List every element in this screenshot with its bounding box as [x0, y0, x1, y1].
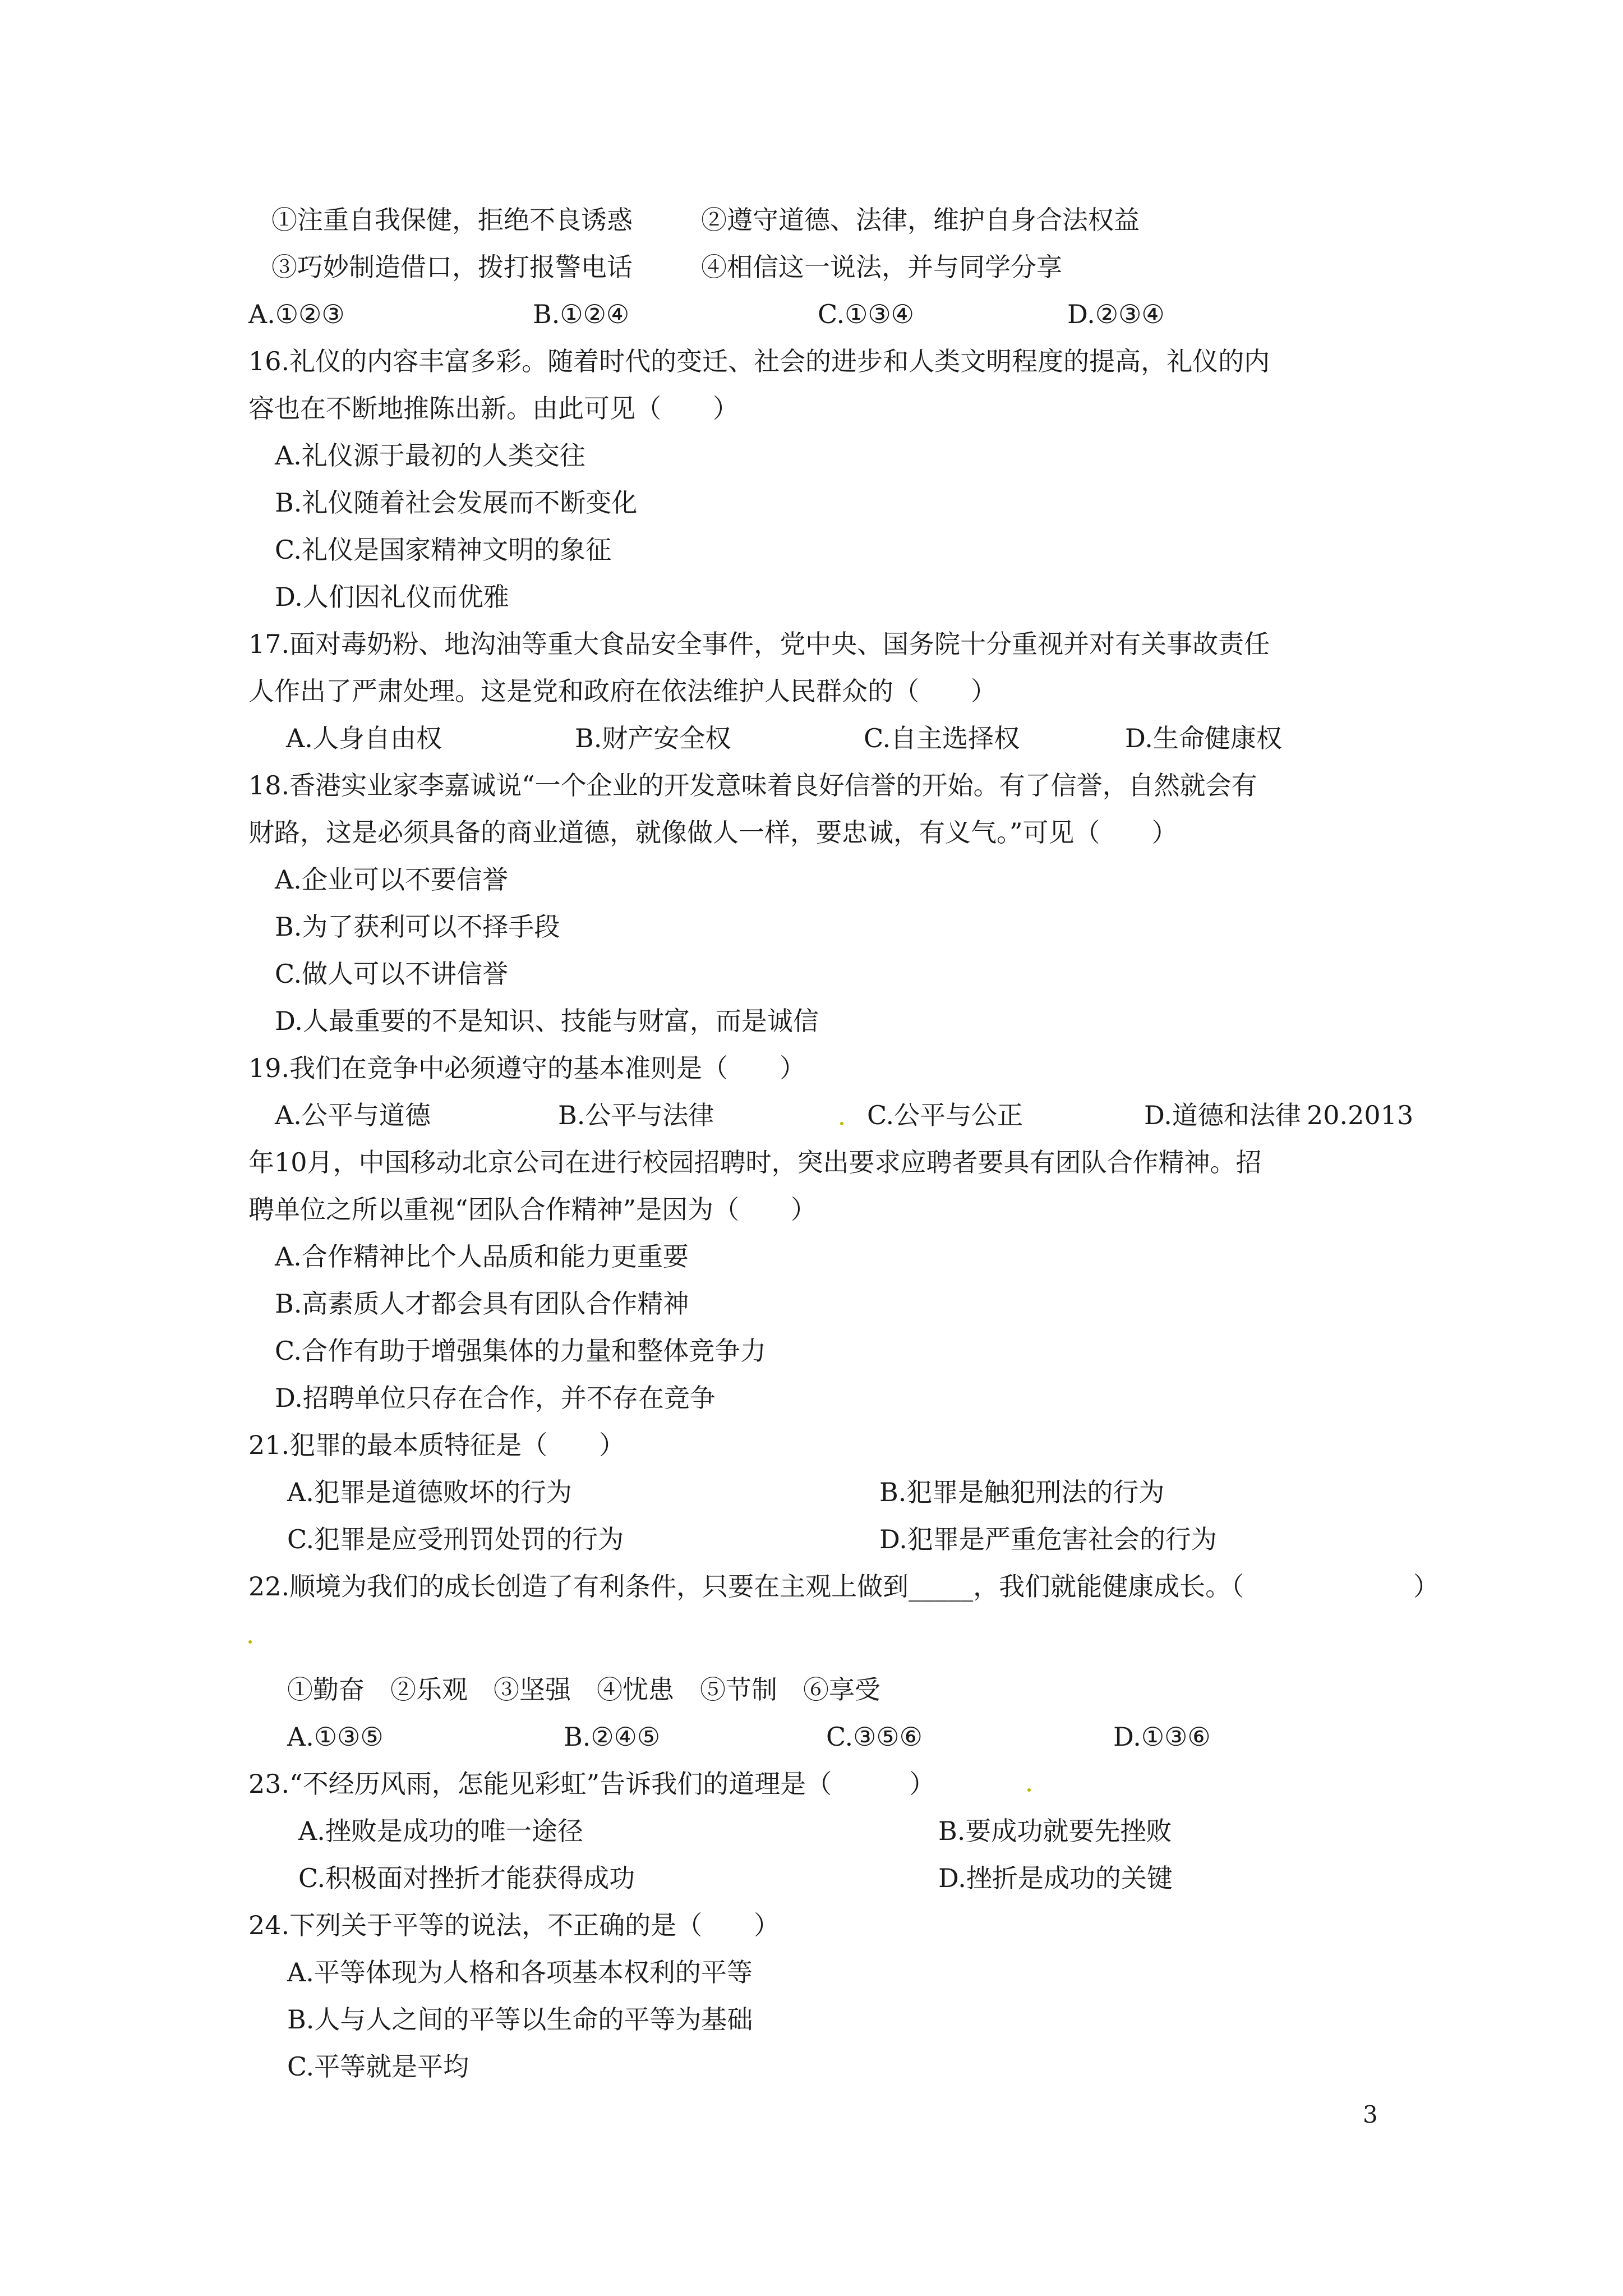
- q15-option-1: ①注重自我保健，拒绝不良诱惑: [271, 205, 633, 235]
- q21-options-row-1: [0, 1469, 1623, 1516]
- q18-option-b-text: B.为了获利可以不择手段: [275, 912, 560, 942]
- q15-option-2: ②遵守道德、法律，维护自身合法权益: [701, 205, 1140, 235]
- q16-option-c-text: C.礼仪是国家精神文明的象征: [275, 535, 612, 565]
- q20-stem-line-1: [0, 1139, 1623, 1186]
- q20-option-b: [0, 1280, 1623, 1327]
- q16-stem-line-1: [0, 338, 1623, 385]
- q18-stem-line-2: [0, 809, 1623, 856]
- q20-number: 20.2013: [1307, 1100, 1414, 1130]
- q16-option-d: [0, 573, 1623, 620]
- q22-option-c: C.③⑤⑥: [826, 1722, 923, 1752]
- page-number: 3: [1363, 2101, 1378, 2128]
- q16-stem-1: 16.礼仪的内容丰富多彩。随着时代的变迁、社会的进步和人类文明程度的提高，礼仪的内: [248, 346, 1270, 376]
- q18-option-c: [0, 950, 1623, 997]
- q15-choice-d: D.②③④: [1067, 299, 1165, 329]
- q23-stem: 23.“不经历风雨，怎能见彩虹”告诉我们的道理是（ ）: [248, 1769, 935, 1799]
- q23-stem-line: [0, 1760, 1623, 1807]
- q18-option-c-text: C.做人可以不讲信誉: [275, 959, 509, 989]
- q24-option-b: [0, 1996, 1623, 2043]
- q17-stem-line-1: [0, 620, 1623, 668]
- q24-stem-line: [0, 1902, 1623, 1949]
- q17-stem-line-2: [0, 668, 1623, 715]
- q16-option-a: [0, 432, 1623, 479]
- q21-option-c: C.犯罪是应受刑罚处罚的行为: [287, 1524, 624, 1554]
- q21-stem-line: [0, 1421, 1623, 1469]
- q16-option-b: [0, 479, 1623, 526]
- q15-options-row-2: [0, 243, 1623, 291]
- q24-option-b-text: B.人与人之间的平等以生命的平等为基础: [287, 2004, 753, 2035]
- q19-option-c: C.公平与公正: [867, 1100, 1023, 1130]
- q17-option-b: B.财产安全权: [575, 723, 731, 753]
- q23-option-b: B.要成功就要先挫败: [938, 1816, 1172, 1846]
- q22-option-d: D.①③⑥: [1113, 1722, 1211, 1752]
- q16-option-a-text: A.礼仪源于最初的人类交往: [275, 440, 585, 471]
- q19-stem-line: [0, 1045, 1623, 1092]
- q15-answers: [0, 291, 1623, 338]
- q22-options: [0, 1713, 1623, 1760]
- q22-stem-line: [0, 1563, 1623, 1610]
- q17-option-a: A.人身自由权: [286, 723, 442, 753]
- q18-option-d-text: D.人最重要的不是知识、技能与财富，而是诚信: [275, 1006, 819, 1036]
- q16-option-c: [0, 526, 1623, 573]
- q24-option-c-text: C.平等就是平均: [287, 2051, 469, 2082]
- q20-option-c: [0, 1327, 1623, 1374]
- q20-option-b-text: B.高素质人才都会具有团队合作精神: [275, 1289, 689, 1319]
- q16-stem-2: 容也在不断地推陈出新。由此可见（ ）: [248, 393, 739, 424]
- q16-option-d-text: D.人们因礼仪而优雅: [275, 582, 509, 612]
- q20-option-d: [0, 1374, 1623, 1421]
- q21-option-b: B.犯罪是触犯刑法的行为: [879, 1477, 1165, 1507]
- q17-option-d: D.生命健康权: [1125, 723, 1282, 753]
- q24-stem: 24.下列关于平等的说法，不正确的是（ ）: [248, 1910, 780, 1940]
- q20-stem-2: 聘单位之所以重视“团队合作精神”是因为（ ）: [248, 1194, 817, 1225]
- q24-option-a-text: A.平等体现为人格和各项基本权利的平等: [287, 1957, 753, 1987]
- q22-option-a: A.①③⑤: [287, 1722, 384, 1752]
- q24-option-c: [0, 2043, 1623, 2090]
- q15-choice-b: B.①②④: [533, 299, 630, 329]
- q17-options: [0, 715, 1623, 762]
- q24-option-a: [0, 1949, 1623, 1996]
- q21-option-d: D.犯罪是严重危害社会的行为: [879, 1524, 1217, 1554]
- q21-stem: 21.犯罪的最本质特征是（ ）: [248, 1430, 625, 1460]
- q22-stem: 22.顺境为我们的成长创造了有利条件，只要在主观上做到_____，我们就能健康成长。（: [248, 1571, 1244, 1602]
- q16-stem-line-2: [0, 385, 1623, 432]
- q21-options-row-2: [0, 1516, 1623, 1563]
- q19-option-a: A.公平与道德: [275, 1100, 431, 1130]
- q19-option-b: B.公平与法律: [558, 1100, 714, 1130]
- q20-option-a-text: A.合作精神比个人品质和能力更重要: [275, 1241, 689, 1272]
- q22-items: [0, 1666, 1623, 1713]
- q23-options-row-1: [0, 1807, 1623, 1855]
- q15-choice-c: C.①③④: [818, 299, 914, 329]
- q19-stem: 19.我们在竞争中必须遵守的基本准则是（ ）: [248, 1053, 806, 1083]
- q23-option-c: C.积极面对挫折才能获得成功: [298, 1863, 635, 1893]
- q23-options-row-2: [0, 1855, 1623, 1902]
- scan-speck: [840, 1122, 843, 1125]
- scan-speck: [248, 1640, 252, 1644]
- q15-option-3: ③巧妙制造借口，拨打报警电话: [271, 252, 633, 282]
- q22-option-b: B.②④⑤: [564, 1722, 661, 1752]
- q17-option-c: C.自主选择权: [864, 723, 1020, 753]
- q18-stem-line-1: [0, 762, 1623, 809]
- q22-close-paren: ）: [1413, 1571, 1439, 1602]
- q18-stem-2: 财路，这是必须具备的商业道德，就像做人一样，要忠诚，有义气。”可见（ ）: [248, 817, 1178, 848]
- q20-option-c-text: C.合作有助于增强集体的力量和整体竞争力: [275, 1336, 767, 1366]
- q23-option-d: D.挫折是成功的关键: [938, 1863, 1173, 1893]
- q19-options: [0, 1092, 1623, 1139]
- q20-stem-1: 年10月，中国移动北京公司在进行校园招聘时，突出要求应聘者要具有团队合作精神。招: [248, 1147, 1262, 1177]
- q20-option-d-text: D.招聘单位只存在合作，并不存在竞争: [275, 1383, 716, 1413]
- q15-choice-a: A.①②③: [248, 299, 345, 329]
- q18-option-d: [0, 997, 1623, 1045]
- q22-items-text: ①勤奋 ②乐观 ③坚强 ④忧患 ⑤节制 ⑥享受: [287, 1674, 880, 1705]
- q20-stem-line-2: [0, 1186, 1623, 1233]
- q20-option-a: [0, 1233, 1623, 1280]
- q17-stem-2: 人作出了严肃处理。这是党和政府在依法维护人民群众的（ ）: [248, 676, 997, 706]
- q18-stem-1: 18.香港实业家李嘉诚说“一个企业的开发意味着良好信誉的开始。有了信誉，自然就会有: [248, 770, 1257, 800]
- q17-stem-1: 17.面对毒奶粉、地沟油等重大食品安全事件，党中央、国务院十分重视并对有关事故责任: [248, 629, 1270, 659]
- q15-options-row-1: [0, 196, 1623, 243]
- q16-option-b-text: B.礼仪随着社会发展而不断变化: [275, 487, 638, 518]
- q18-option-a-text: A.企业可以不要信誉: [275, 864, 508, 895]
- scan-speck: [1027, 1788, 1031, 1792]
- q23-option-a: A.挫败是成功的唯一途径: [298, 1816, 583, 1846]
- q18-option-b: [0, 903, 1623, 950]
- q15-option-4: ④相信这一说法，并与同学分享: [701, 252, 1062, 282]
- q18-option-a: [0, 856, 1623, 903]
- q21-option-a: A.犯罪是道德败坏的行为: [287, 1477, 572, 1507]
- q19-option-d: D.道德和法律: [1144, 1100, 1301, 1130]
